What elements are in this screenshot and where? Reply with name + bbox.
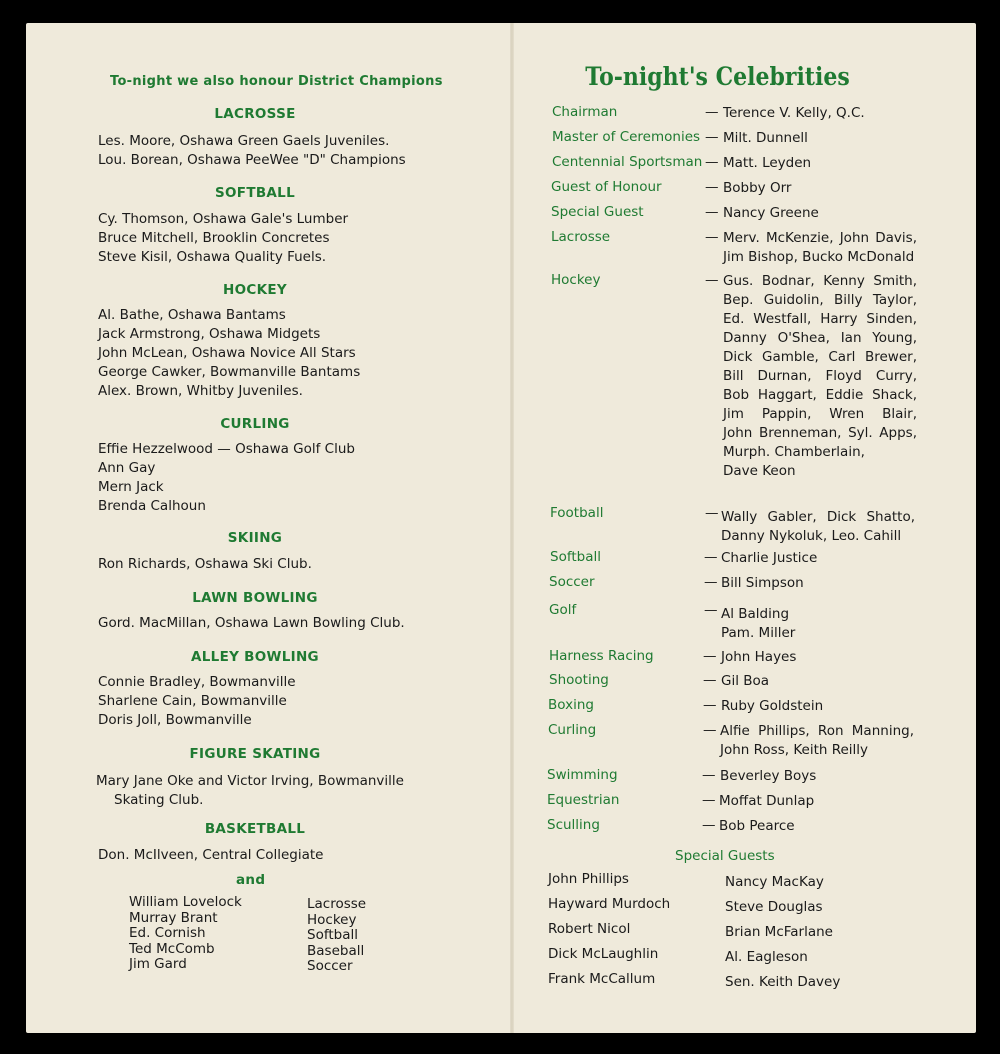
champion-line: Brenda Calhoun	[98, 498, 206, 514]
category-label: Chairman	[552, 104, 618, 120]
celebrity-names: Gil Boa	[721, 673, 770, 689]
champion-line: Mary Jane Oke and Victor Irving, Bowmanville	[96, 773, 404, 789]
celebrity-names: Alfie Phillips, Ron Manning,	[720, 723, 914, 739]
champion-sport: Soccer	[307, 958, 353, 974]
page-title: To-night's Celebrities	[585, 62, 850, 91]
section-heading: CURLING	[220, 416, 290, 432]
champion-line: Alex. Brown, Whitby Juveniles.	[98, 383, 303, 399]
champion-line: Les. Moore, Oshawa Green Gaels Juveniles.	[98, 133, 390, 149]
celebrity-names: Dave Keon	[723, 463, 796, 479]
champion-name: Ed. Cornish	[129, 925, 206, 941]
champion-sport: Hockey	[307, 911, 357, 928]
dash: —	[705, 229, 719, 245]
dash: —	[703, 672, 717, 688]
champion-name: William Lovelock	[129, 894, 242, 910]
celebrity-names: Gus. Bodnar, Kenny Smith,	[723, 273, 917, 289]
category-label: Lacrosse	[551, 229, 611, 245]
section-heading: LAWN BOWLING	[192, 590, 318, 606]
champion-line: Jack Armstrong, Oshawa Midgets	[98, 326, 321, 342]
category-label: Boxing	[548, 697, 594, 713]
dash: —	[704, 574, 718, 590]
celebrity-names: Bob Pearce	[719, 818, 795, 834]
celebrity-names: Danny Nykoluk, Leo. Cahill	[721, 528, 902, 544]
category-label: Hockey	[551, 272, 601, 288]
champion-name: Jim Gard	[129, 956, 187, 972]
section-heading: SKIING	[227, 530, 283, 546]
celebrity-names: Ed. Westfall, Harry Sinden,	[723, 311, 917, 327]
dash: —	[705, 272, 719, 288]
champion-name: Murray Brant	[129, 909, 218, 926]
center-fold	[510, 23, 514, 1033]
dash: —	[705, 129, 719, 145]
celebrity-names: Jim Pappin, Wren Blair,	[723, 406, 917, 422]
section-heading: BASKETBALL	[204, 821, 306, 837]
dash: —	[704, 602, 718, 618]
champion-line: John McLean, Oshawa Novice All Stars	[98, 345, 356, 361]
champion-sport: Baseball	[307, 942, 365, 959]
champion-line: Steve Kisil, Oshawa Quality Fuels.	[98, 249, 327, 265]
celebrity-names: Milt. Dunnell	[723, 130, 808, 146]
special-guest-name: Nancy MacKay	[725, 874, 824, 890]
champion-line: Skating Club.	[114, 792, 204, 808]
section-heading: HOCKEY	[223, 282, 287, 298]
champion-name: Ted McComb	[129, 940, 215, 957]
champion-line: Mern Jack	[98, 479, 164, 495]
celebrity-names: Danny O'Shea, Ian Young,	[723, 330, 917, 346]
dash: —	[703, 648, 717, 664]
section-heading: LACROSSE	[214, 106, 296, 122]
champion-sport: Softball	[307, 927, 358, 943]
special-guest-name: Brian McFarlane	[725, 924, 833, 940]
special-guest-name: Al. Eagleson	[725, 949, 808, 965]
category-label: Football	[550, 505, 604, 521]
dash: —	[705, 179, 719, 195]
special-guest-name: Dick McLaughlin	[548, 946, 659, 962]
celebrity-names: Nancy Greene	[723, 205, 819, 221]
champion-line: Connie Bradley, Bowmanville	[98, 674, 296, 690]
dash: —	[705, 104, 719, 120]
celebrity-names: Jim Bishop, Bucko McDonald	[723, 249, 915, 265]
category-label: Curling	[548, 722, 597, 738]
champion-line: Bruce Mitchell, Brooklin Concretes	[98, 230, 330, 246]
category-label: Centennial Sportsman	[552, 154, 703, 170]
dash: —	[702, 767, 716, 783]
category-label: Soccer	[549, 574, 595, 590]
celebrity-names: Matt. Leyden	[723, 155, 812, 171]
dash: —	[705, 505, 719, 521]
category-label: Sculling	[547, 817, 600, 833]
dash: —	[705, 204, 719, 220]
dash: —	[702, 817, 716, 833]
dash: —	[703, 697, 717, 713]
category-label: Shooting	[549, 672, 609, 688]
champion-line: Doris Joll, Bowmanville	[98, 712, 252, 728]
champion-line: Al. Bathe, Oshawa Bantams	[98, 307, 286, 323]
category-label: Special Guest	[551, 204, 644, 220]
celebrity-names: Bill Durnan, Floyd Curry,	[723, 368, 917, 384]
celebrity-names: Moffat Dunlap	[719, 793, 815, 809]
celebrity-names: Bill Simpson	[721, 575, 804, 591]
special-guest-name: Sen. Keith Davey	[725, 974, 841, 990]
celebrity-names: Bob Haggart, Eddie Shack,	[723, 387, 917, 403]
and-label: and	[236, 872, 266, 888]
celebrity-names: Ruby Goldstein	[721, 698, 824, 714]
dash: —	[703, 722, 717, 738]
champion-line: Ron Richards, Oshawa Ski Club.	[98, 556, 312, 572]
celebrity-names: Dick Gamble, Carl Brewer,	[723, 349, 917, 365]
celebrity-names: Charlie Justice	[721, 550, 818, 566]
category-label: Guest of Honour	[551, 179, 662, 195]
champion-line: Don. McIlveen, Central Collegiate	[98, 847, 324, 863]
champion-line: Ann Gay	[98, 460, 156, 476]
category-label: Harness Racing	[549, 648, 654, 664]
section-heading: SOFTBALL	[215, 185, 295, 201]
category-label: Equestrian	[547, 792, 620, 808]
celebrity-names: Bobby Orr	[723, 180, 792, 196]
intro-heading: To-night we also honour District Champions	[110, 74, 443, 89]
celebrity-names: John Ross, Keith Reilly	[720, 742, 869, 758]
champion-line: Effie Hezzelwood — Oshawa Golf Club	[98, 441, 355, 457]
dash: —	[702, 792, 716, 808]
category-label: Softball	[550, 549, 601, 565]
special-guest-name: John Phillips	[548, 871, 629, 887]
special-guest-name: Frank McCallum	[548, 971, 656, 987]
celebrity-names: John Hayes	[721, 649, 797, 665]
celebrity-names: Murph. Chamberlain,	[723, 444, 865, 460]
special-guests-heading: Special Guests	[675, 848, 775, 864]
special-guest-name: Steve Douglas	[725, 899, 823, 915]
celebrity-names: Beverley Boys	[720, 768, 817, 784]
champion-sport: Lacrosse	[307, 896, 367, 912]
category-label: Master of Ceremonies	[552, 129, 701, 145]
champion-line: Sharlene Cain, Bowmanville	[98, 693, 287, 709]
celebrity-names: Wally Gabler, Dick Shatto,	[721, 509, 915, 525]
category-label: Swimming	[547, 767, 618, 783]
special-guest-name: Hayward Murdoch	[548, 896, 671, 912]
celebrity-names: John Brenneman, Syl. Apps,	[723, 425, 917, 441]
celebrity-names: Merv. McKenzie, John Davis,	[723, 230, 917, 246]
champion-line: Gord. MacMillan, Oshawa Lawn Bowling Club.	[98, 615, 405, 631]
champion-line: George Cawker, Bowmanville Bantams	[98, 364, 361, 380]
dash: —	[705, 154, 719, 170]
section-heading: FIGURE SKATING	[189, 746, 321, 762]
dash: —	[704, 549, 718, 565]
champion-line: Lou. Borean, Oshawa PeeWee "D" Champions	[98, 152, 406, 168]
celebrity-names: Pam. Miller	[721, 625, 796, 641]
special-guest-name: Robert Nicol	[548, 921, 631, 937]
celebrity-names: Al Balding	[721, 606, 790, 622]
section-heading: ALLEY BOWLING	[191, 649, 319, 665]
celebrity-names: Bep. Guidolin, Billy Taylor,	[723, 292, 917, 308]
celebrity-names: Terence V. Kelly, Q.C.	[723, 105, 865, 121]
category-label: Golf	[549, 602, 577, 618]
champion-line: Cy. Thomson, Oshawa Gale's Lumber	[98, 211, 349, 227]
